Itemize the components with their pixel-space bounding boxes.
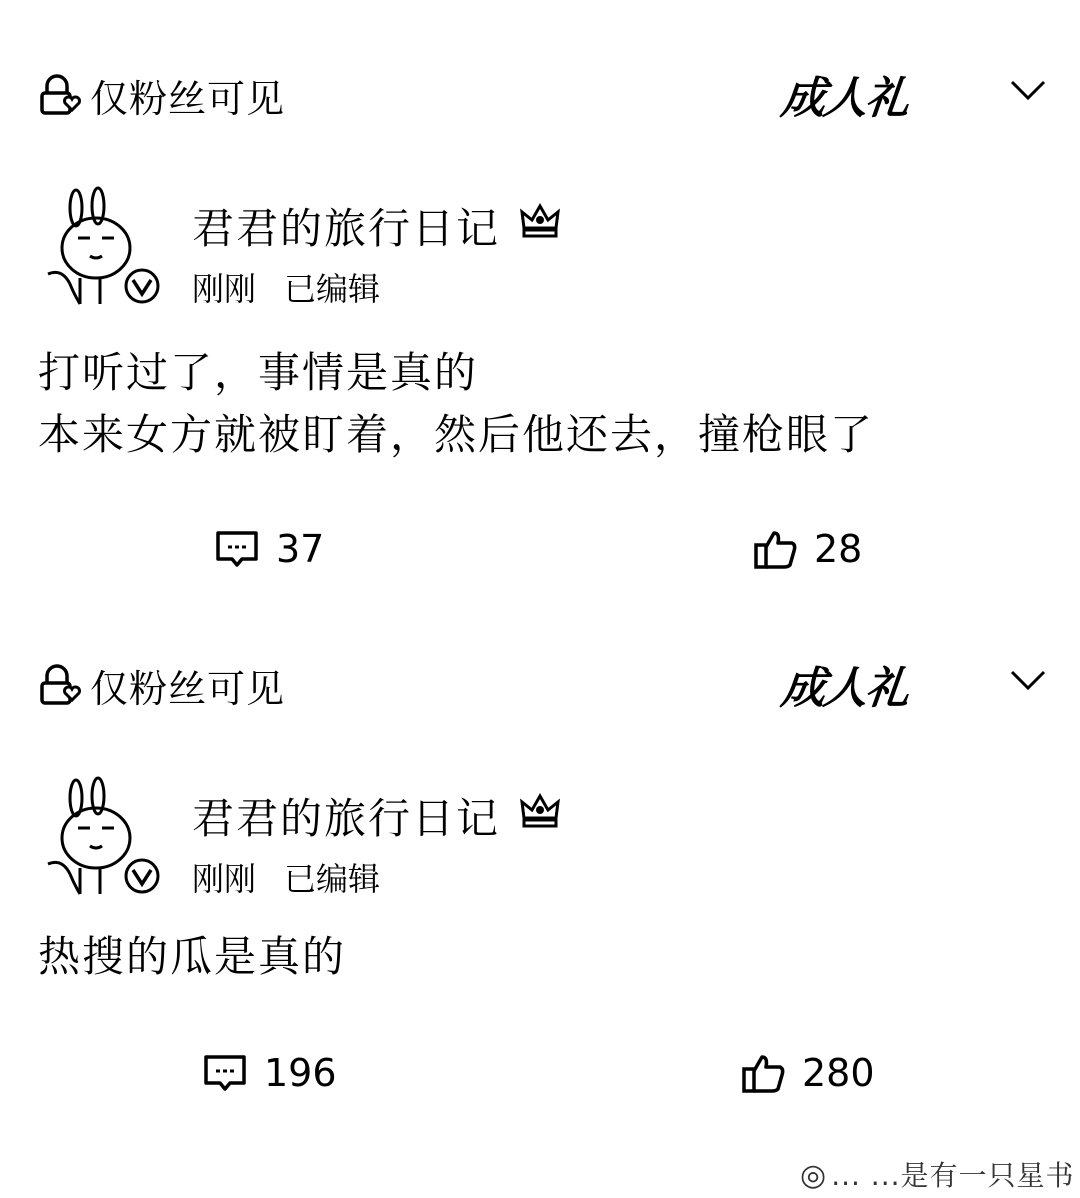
crown-icon [518, 198, 562, 240]
watermark-text: ... ...是有一只星书 [831, 1159, 1075, 1192]
weibo-logo-icon: ◎ [800, 1158, 828, 1193]
content-line: 打听过了，事情是真的 [38, 348, 479, 397]
post-content [38, 926, 346, 988]
comment-icon [202, 1051, 248, 1095]
avatar[interactable] [40, 186, 162, 308]
like-count: 28 [814, 527, 863, 571]
comment-button[interactable] [214, 524, 324, 574]
post-meta [192, 854, 380, 900]
visibility-label: 仅粉丝可见 [90, 76, 286, 121]
post-time: 刚刚 [192, 860, 257, 898]
avatar[interactable] [40, 776, 162, 898]
post-meta [192, 264, 380, 310]
like-button[interactable] [752, 524, 862, 574]
lock-heart-icon [38, 74, 84, 116]
comment-count: 196 [264, 1051, 337, 1095]
visibility-row [38, 70, 285, 120]
chevron-down-icon[interactable] [1004, 660, 1052, 700]
like-button[interactable] [740, 1048, 875, 1098]
post-card[interactable] [0, 590, 1080, 1150]
edited-label: 已编辑 [284, 270, 381, 308]
post-content [38, 342, 874, 466]
lock-heart-icon [38, 664, 84, 706]
watermark [800, 1154, 1075, 1194]
chevron-down-icon[interactable] [1004, 70, 1052, 110]
content-line: 本来女方就被盯着，然后他还去，撞枪眼了 [38, 410, 875, 459]
like-count: 280 [802, 1051, 875, 1095]
crown-icon [518, 788, 562, 830]
author-name[interactable]: 君君的旅行日记 [192, 794, 501, 843]
thumbs-up-icon [752, 527, 798, 571]
edited-label: 已编辑 [284, 860, 381, 898]
content-line: 热搜的瓜是真的 [38, 932, 347, 981]
post-time: 刚刚 [192, 270, 257, 308]
comment-icon [214, 527, 260, 571]
thumbs-up-icon [740, 1051, 786, 1095]
visibility-label: 仅粉丝可见 [90, 666, 286, 711]
comment-button[interactable] [202, 1048, 337, 1098]
channel-tag[interactable]: 成人礼 [778, 73, 911, 124]
comment-count: 37 [276, 527, 325, 571]
visibility-row [38, 660, 285, 710]
channel-tag[interactable]: 成人礼 [778, 663, 911, 714]
author-name[interactable]: 君君的旅行日记 [192, 204, 501, 253]
